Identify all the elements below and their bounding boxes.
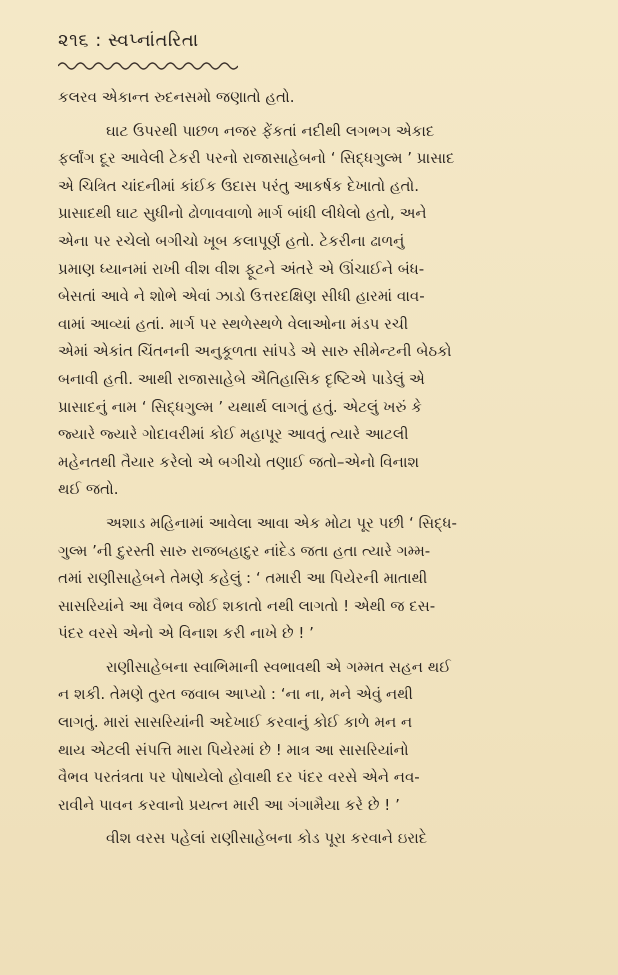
- text-line: પંદર વરસે એનો એ વિનાશ કરી નાખે છે ! ’: [58, 624, 314, 643]
- text-line: થાય એટલી સંપત્તિ મારા પિયેરમાં છે ! માત્ર આ સાસરિયાંનો: [58, 740, 409, 759]
- text-line: મહેનતથી તૈયાર કરેલો એ બગીચો તણાઈ જતો–એનો વિનાશ: [58, 452, 420, 471]
- text-line: લાગતું. મારાં સાસરિયાંની અદેખાઈ કરવાનું કોઈ કાળે મન ન: [58, 713, 413, 732]
- text-line: પ્રમાણ ધ્યાનમાં રાખી વીશ વીશ ફૂટને અંતરે એ ઊંચાઈને બંધ-: [58, 259, 425, 278]
- wavy-rule-ornament: [58, 60, 238, 72]
- text-line: પ્રાસાદનું નામ ‘ સિદ્ધગુલ્મ ’ યથાર્થ લાગતું હતું. એટલું ખરું કે: [58, 397, 422, 416]
- text-line: વૈભવ પરતંત્રતા પર પોષાયેલો હોવાથી દર પંદર વરસે એને નવ-: [58, 768, 420, 787]
- paragraph: [58, 654, 578, 820]
- text-line: ફર્લાંગ દૂર આવેલી ટેકરી પરનો રાજાસાહેબનો ‘ સિદ્ધગુલ્મ ’ પ્રાસાદ: [58, 149, 455, 168]
- text-line: અશાડ મહિનામાં આવેલા આવા એક મોટા પૂર પછી ‘ સિદ્ધ-: [106, 513, 457, 532]
- text-line: ન શકી. તેમણે તુરત જવાબ આપ્યો : ‘ના ના, મને એવું નથી: [58, 685, 413, 704]
- text-line: જ્યારે જ્યારે ગોદાવરીમાં કોઈ મહાપૂર આવતું ત્યારે આટલી: [58, 425, 409, 444]
- text-line: રાણીસાહેબના સ્વાભિમાની સ્વભાવથી એ ગમ્મત સહન થઈ: [106, 657, 451, 676]
- text-line: રાવીને પાવન કરવાનો પ્રયત્ન મારી આ ગંગામૈયા કરે છે ! ’: [58, 795, 400, 814]
- text-line: કલરવ એકાન્ત રુદનસમો જણાતો હતો.: [58, 88, 295, 106]
- paragraph: [58, 118, 578, 504]
- page-number: ૨૧૬: [58, 30, 89, 51]
- text-line: એ ચિત્રિત ચાંદનીમાં કાંઈક ઉદાસ પરંતુ આકર્ષક દેખાતો હતો.: [58, 176, 419, 195]
- text-line: પ્રાસાદથી ઘાટ સુધીનો ઢોળાવવાળો માર્ગ બાંધી લીધેલો હતો, અને: [58, 204, 427, 223]
- text-line: બેસતાં આવે ને શોભે એવાં ઝાડો ઉત્તરદક્ષિણ સીધી હારમાં વાવ-: [58, 287, 425, 306]
- text-line: બનાવી હતી. આથી રાજાસાહેબે ઐતિહાસિક દૃષ્ટિએ પાડેલું એ: [58, 369, 425, 388]
- paragraph: [58, 510, 578, 648]
- running-header: [58, 30, 199, 51]
- paragraph: [58, 84, 578, 112]
- text-line: તમાં રાણીસાહેબને તેમણે કહેલું : ‘ તમારી આ પિયેરની માતાથી: [58, 569, 428, 588]
- text-line: એના પર રચેલો બગીચો ખૂબ કલાપૂર્ણ હતો. ટેકરીના ઢાળનું: [58, 231, 405, 250]
- text-line: ઘાટ ઉપરથી પાછળ નજર ફેંકતાં નદીથી લગભગ એકાદ: [106, 121, 435, 140]
- book-title: સ્વપ્નાંતરિતા: [108, 30, 199, 51]
- text-line: સાસરિયાંને આ વૈભવ જોઈ શકાતો નથી લાગતો ! એથી જ દસ-: [58, 596, 436, 615]
- text-line: એમાં એકાંત ચિંતનની અનુકૂળતા સાંપડે એ સારુ સીમેન્ટની બેઠકો: [58, 342, 452, 361]
- text-line: વામાં આવ્યાં હતાં. માર્ગ પર સ્થળેસ્થળે વેલાઓના મંડપ રચી: [58, 314, 409, 333]
- paragraph: [58, 825, 578, 853]
- body-text: [58, 84, 578, 853]
- header-separator: :: [95, 30, 102, 51]
- text-line: વીશ વરસ પહેલાં રાણીસાહેબના કોડ પૂરા કરવાને ઇરાદે: [106, 829, 428, 848]
- text-line: ગુલ્મ ’ની દુરસ્તી સારુ રાજબહાદુર નાંદેડ જતા હતા ત્યારે ગમ્મ-: [58, 541, 431, 560]
- text-line: થઈ જતો.: [58, 480, 119, 499]
